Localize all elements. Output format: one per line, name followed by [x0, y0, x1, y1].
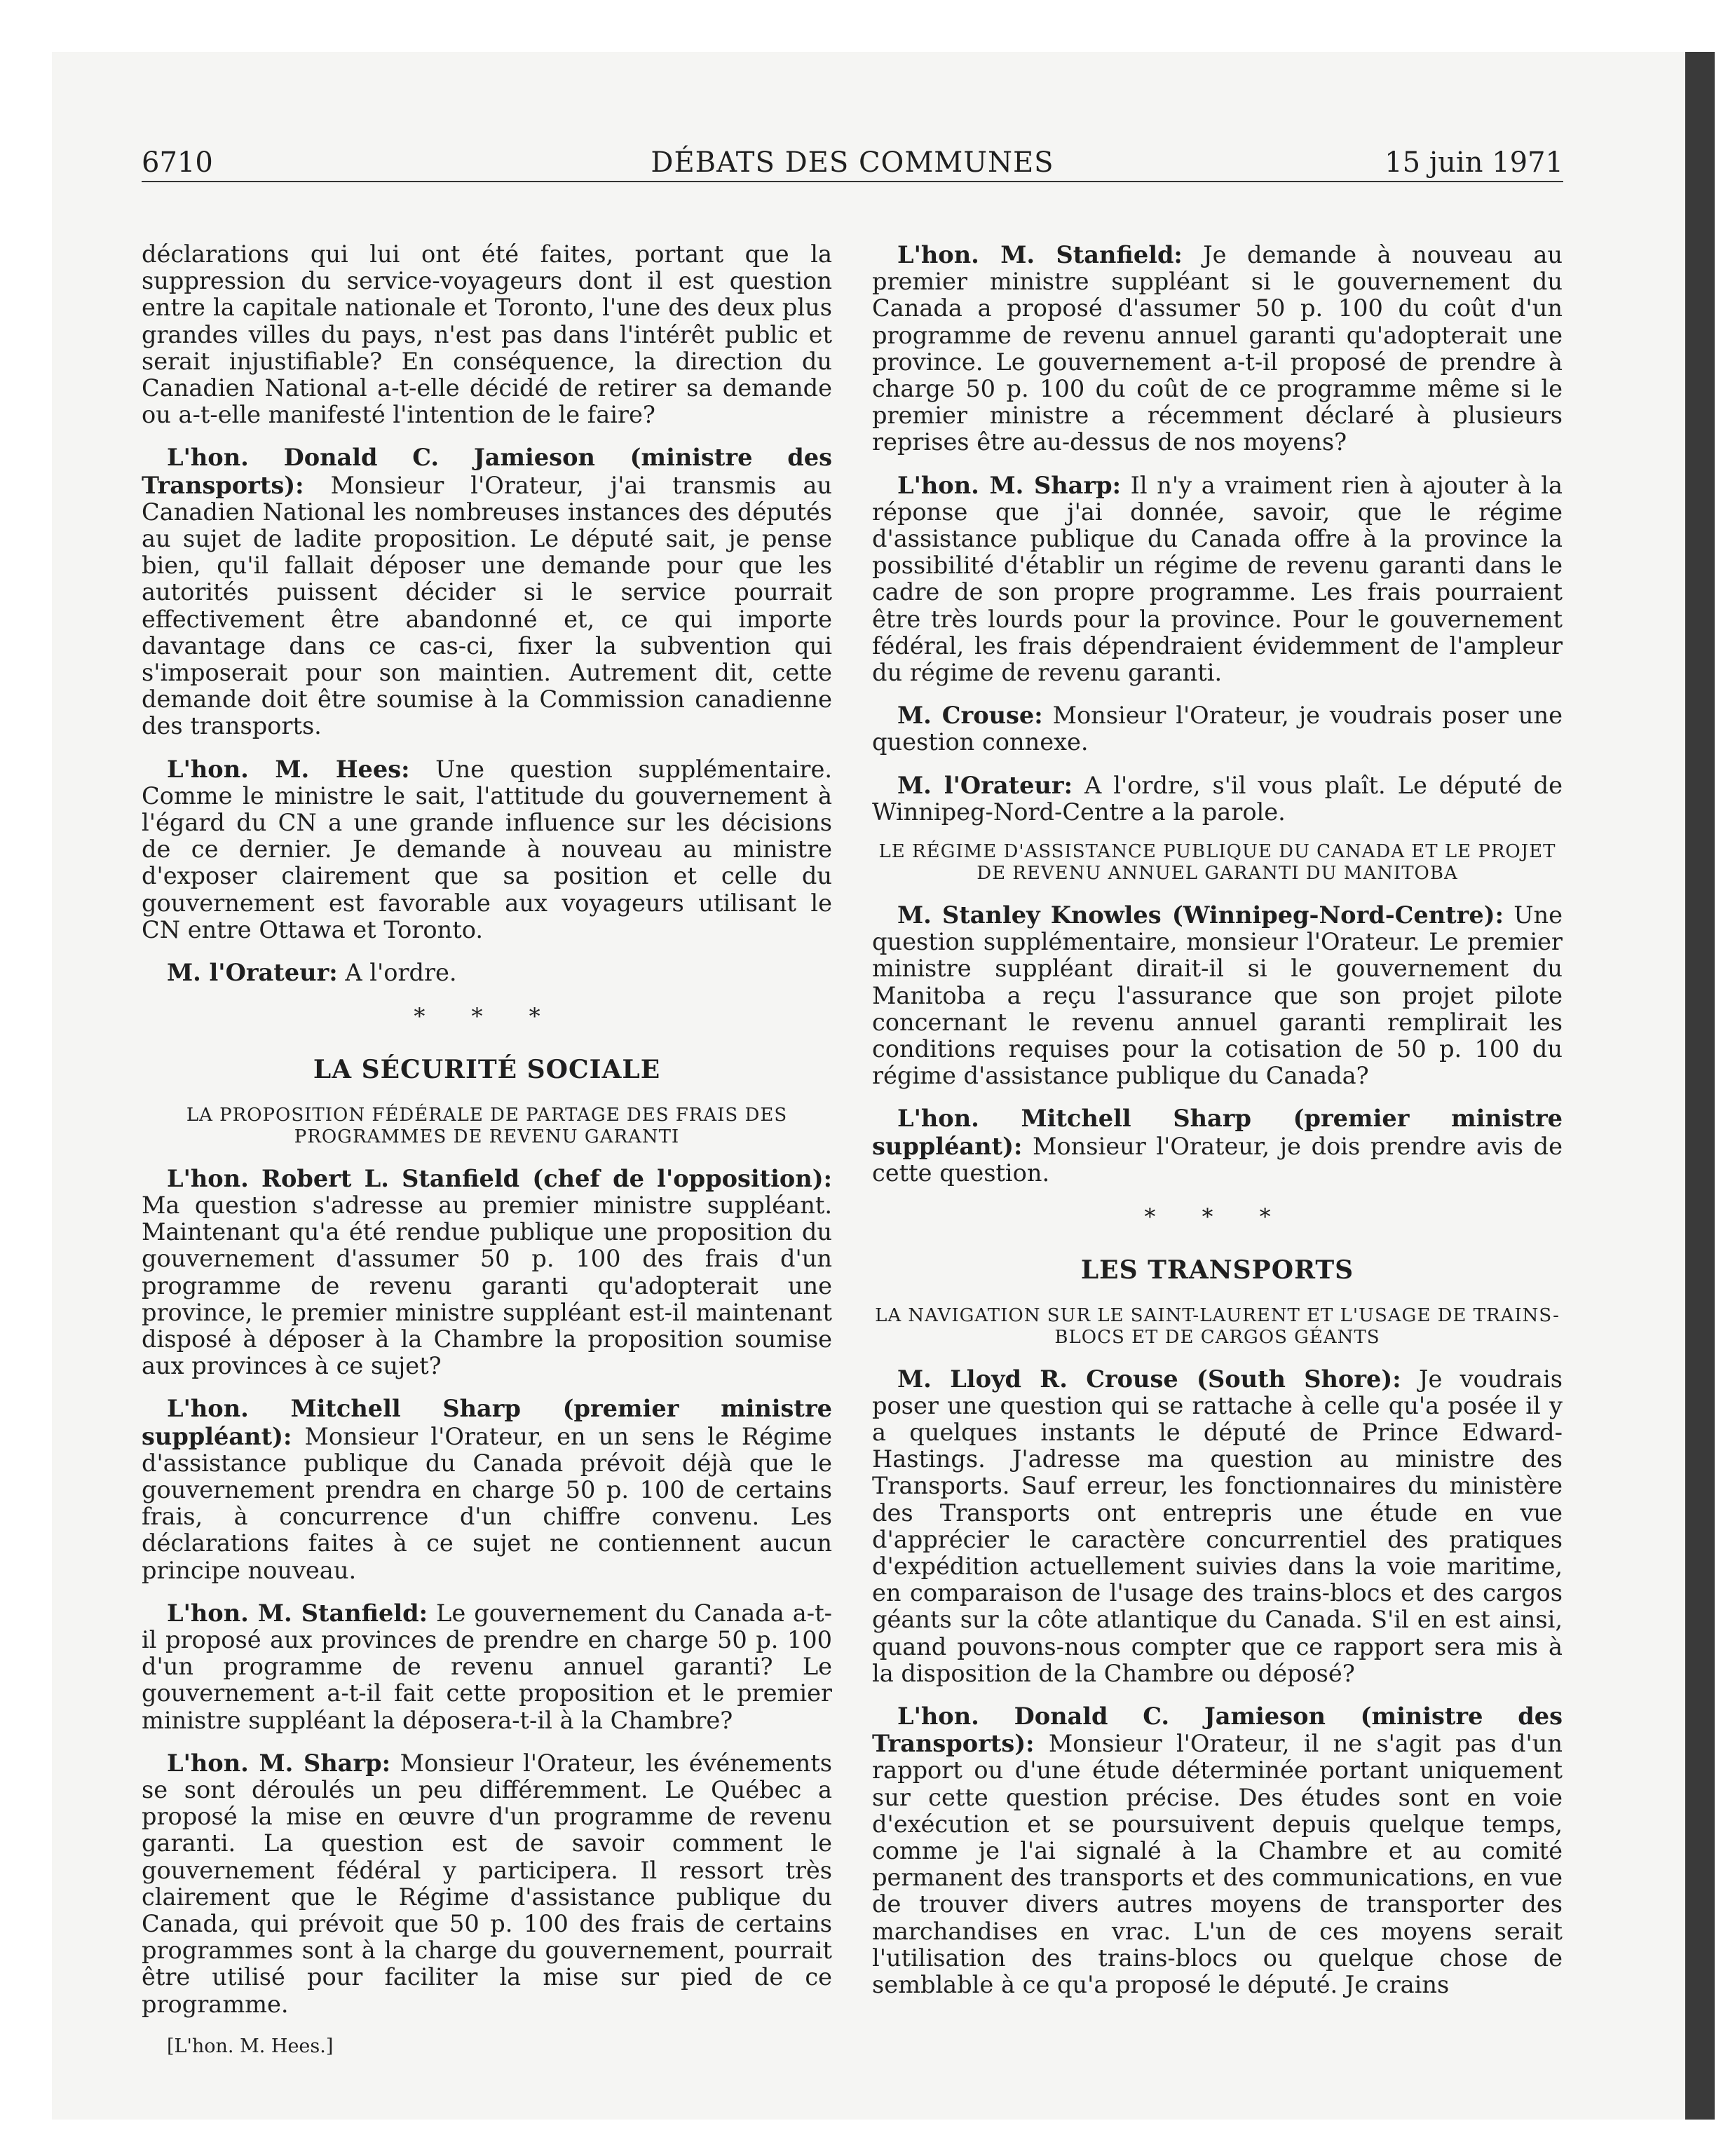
speaker-name: L'hon. M. Hees: [167, 754, 410, 783]
speech-text: Le gouvernement du Canada a-t-il proposé aux provinces de prendre en charge 50 p. 100 d'un programme de revenu annuel garanti? Le gouvernement a-t-il fait cette proposition et le premier ministre suppléant la déposera-t-il à la Chambre? [142, 1599, 832, 1734]
speech-text: Monsieur l'Orateur, il ne s'agit pas d'un rapport ou d'une étude déterminée portant uniquement sur cette question précise. Des études sont en voie d'exécution et se poursuivent depuis quelque temps, comme je l'ai signalé à la Chambre et au comité permanent des transports et des communications, en vue de trouver divers autres moyens de transporter des marchandises en vrac. L'un de ces moyens serait l'utilisation des trains-blocs ou quelque chose de semblable à ce qu'a proposé le député. Je crains [872, 1730, 1563, 1998]
speech-text: Je demande à nouveau au premier ministre suppléant si le gouvernement du Canada a proposé d'assumer 50 p. 100 du coût d'un programme de revenu annuel garanti qu'adopterait une province. Le gouvernement a-t-il proposé de prendre à charge 50 p. 100 du coût de ce programme même si le premier ministre a récemment déclaré à plusieurs reprises être au-dessus de nos moyens? [872, 241, 1563, 456]
left-column [142, 241, 832, 2060]
page-header [142, 144, 1563, 182]
page-edge-shadow [1685, 52, 1715, 2120]
page-number: 6710 [142, 146, 213, 179]
speech-text: Monsieur l'Orateur, en un sens le Régime d'assistance publique du Canada prévoit déjà que le gouvernement prendra en charge 50 p. 100 de certains frais, à concurrence d'un chiffre convenu. Les déclarations faites à ce sujet ne contiennent aucun principe nouveau. [142, 1422, 832, 1584]
speaker-name: L'hon. M. Stanfield: [897, 240, 1183, 268]
speech-text: Ma question s'adresse au premier ministre suppléant. Maintenant qu'a été rendue publique une proposition du gouvernement d'assumer 50 p. 100 des frais d'un programme de revenu garanti qu'adopterait une province, le premier ministre suppléant est-il maintenant disposé à déposer à la Chambre la proposition soumise aux provinces à ce sujet? [142, 1191, 832, 1380]
publication-title: DÉBATS DES COMMUNES [651, 146, 1054, 179]
speaker-name: L'hon. Mitchell Sharp (premier ministre suppléant): [142, 1394, 832, 1450]
speaker-name: L'hon. Robert L. Stanfield (chef de l'opposition): [167, 1164, 832, 1192]
footnote: [L'hon. M. Hees.] [167, 2035, 334, 2057]
paragraph [872, 1703, 1563, 1998]
speaker-name: L'hon. M. Stanfield: [167, 1598, 428, 1627]
subsection-heading: LE RÉGIME D'ASSISTANCE PUBLIQUE DU CANADA ET LE PROJET DE REVENU ANNUEL GARANTI DU MANITOBA [878, 841, 1556, 885]
speech-text: Il n'y a vraiment rien à ajouter à la réponse que j'ai donnée, savoir, que le régime d'assistance publique du Canada offre à la province la possibilité d'établir un régime de revenu garanti dans le cadre de son propre programme. Les frais pourraient être très lourds pour la province. Pour le gouvernement fédéral, les frais dépendraient évidemment de l'ampleur du régime de revenu garanti. [872, 471, 1563, 687]
paragraph [142, 1395, 832, 1583]
speech-text: Monsieur l'Orateur, j'ai transmis au Canadien National les nombreuses instances des députés au sujet de ladite proposition. Le député sait, je pense bien, qu'il fallait déposer une demande pour que les autorités puissent décider si le service pourrait effectivement être abandonné et, ce qui importe davantage dans ce cas-ci, fixer la subvention qui s'imposerait pour son maintien. Autrement dit, cette demande doit être soumise à la Commission canadienne des transports. [142, 471, 832, 740]
speech-text: Une question supplémentaire. Comme le ministre le sait, l'attitude du gouvernement à l'égard du CN a une grande influence sur les décisions de ce dernier. Je demande à nouveau au ministre d'exposer clairement que sa position et celle du gouvernement est favorable aux voyageurs utilisant le CN entre Ottawa et Toronto. [142, 755, 832, 943]
paragraph [142, 756, 832, 943]
speech-text: Je voudrais poser une question qui se rattache à celle qu'a posée il y a quelques instants le député de Prince Edward-Hastings. J'adresse ma question au ministre des Transports. Sauf erreur, les fonctionnaires du ministère des Transports ont entrepris une étude en vue d'apprécier le caractère concurrentiel des pratiques d'expédition actuellement suivies dans la voie maritime, en comparaison de l'usage des trains-blocs et des cargos géants sur la côte atlantique du Canada. S'il en est ainsi, quand pouvons-nous compter que ce rapport sera mis à la disposition de la Chambre ou déposé? [872, 1365, 1563, 1687]
paragraph [872, 772, 1563, 826]
speaker-name: L'hon. M. Sharp: [897, 470, 1121, 499]
paragraph [142, 959, 832, 986]
section-separator: * * * [1144, 1203, 1291, 1231]
paragraph [872, 702, 1563, 756]
speaker-name: L'hon. Donald C. Jamieson (ministre des Transports): [142, 443, 832, 499]
right-column [872, 241, 1563, 2014]
paragraph [872, 1105, 1563, 1187]
speaker-name: L'hon. M. Sharp: [167, 1748, 390, 1777]
paragraph: déclarations qui lui ont été faites, portant que la suppression du service-voyageurs dont il est question entre la capitale nationale et Toronto, l'une des deux plus grandes villes du pays, n'est pas dans l'intérêt public et serait injustifiable? En conséquence, la direction du Canadien National a-t-elle décidé de retirer sa demande ou a-t-elle manifesté l'intention de le faire? [142, 240, 832, 429]
speaker-name: M. l'Orateur: [897, 770, 1073, 799]
paragraph [142, 1165, 832, 1380]
speaker-name: M. l'Orateur: [167, 958, 338, 987]
paragraph [872, 472, 1563, 687]
paragraph [142, 444, 832, 739]
paragraph [142, 1749, 832, 2018]
section-heading: LA SÉCURITÉ SOCIALE [313, 1055, 661, 1085]
speaker-name: L'hon. Mitchell Sharp (premier ministre suppléant): [872, 1104, 1563, 1160]
publication-date: 15 juin 1971 [1384, 146, 1563, 179]
section-heading: LES TRANSPORTS [1080, 1255, 1354, 1285]
speaker-name: M. Stanley Knowles (Winnipeg-Nord-Centre): [897, 901, 1504, 929]
speech-text: A l'ordre, s'il vous plaît. Le député de Winnipeg-Nord-Centre a la parole. [872, 771, 1563, 826]
section-separator: * * * [414, 1003, 560, 1030]
subsection-heading: LA NAVIGATION SUR LE SAINT-LAURENT ET L'USAGE DE TRAINS-BLOCS ET DE CARGOS GÉANTS [875, 1304, 1560, 1348]
speech-text: Monsieur l'Orateur, les événements se sont déroulés un peu différemment. Le Québec a proposé la mise en œuvre d'un programme de revenu garanti. La question est de savoir comment le gouvernement fédéral y participera. Il ressort très clairement que le Régime d'assistance publique du Canada, qui prévoit que 50 p. 100 des frais de certains programmes sont à la charge du gouvernement, pourrait être utilisé pour faciliter la mise sur pied de ce programme. [142, 1749, 832, 2018]
speech-text: Monsieur l'Orateur, je dois prendre avis de cette question. [872, 1132, 1563, 1187]
speaker-name: M. Lloyd R. Crouse (South Shore): [897, 1364, 1401, 1393]
speaker-name: M. Crouse: [897, 701, 1043, 730]
speech-text: Monsieur l'Orateur, je voudrais poser une question connexe. [872, 702, 1563, 756]
speech-text: Une question supplémentaire, monsieur l'Orateur. Le premier ministre suppléant dirait-il si le gouvernement du Manitoba a reçu l'assurance que son projet pilote concernant le revenu annuel garanti remplirait les conditions requises pour la cotisation de 50 p. 100 du régime d'assistance publique du Canada? [872, 901, 1563, 1090]
paragraph [872, 241, 1563, 456]
speech-text: A l'ordre. [337, 959, 457, 987]
scanned-page [52, 52, 1685, 2120]
paragraph [872, 1365, 1563, 1687]
subsection-heading: LA PROPOSITION FÉDÉRALE DE PARTAGE DES FRAIS DES PROGRAMMES DE REVENU GARANTI [186, 1104, 788, 1147]
paragraph [872, 901, 1563, 1089]
paragraph [142, 1599, 832, 1734]
speaker-name: L'hon. Donald C. Jamieson (ministre des Transports): [872, 1701, 1563, 1758]
